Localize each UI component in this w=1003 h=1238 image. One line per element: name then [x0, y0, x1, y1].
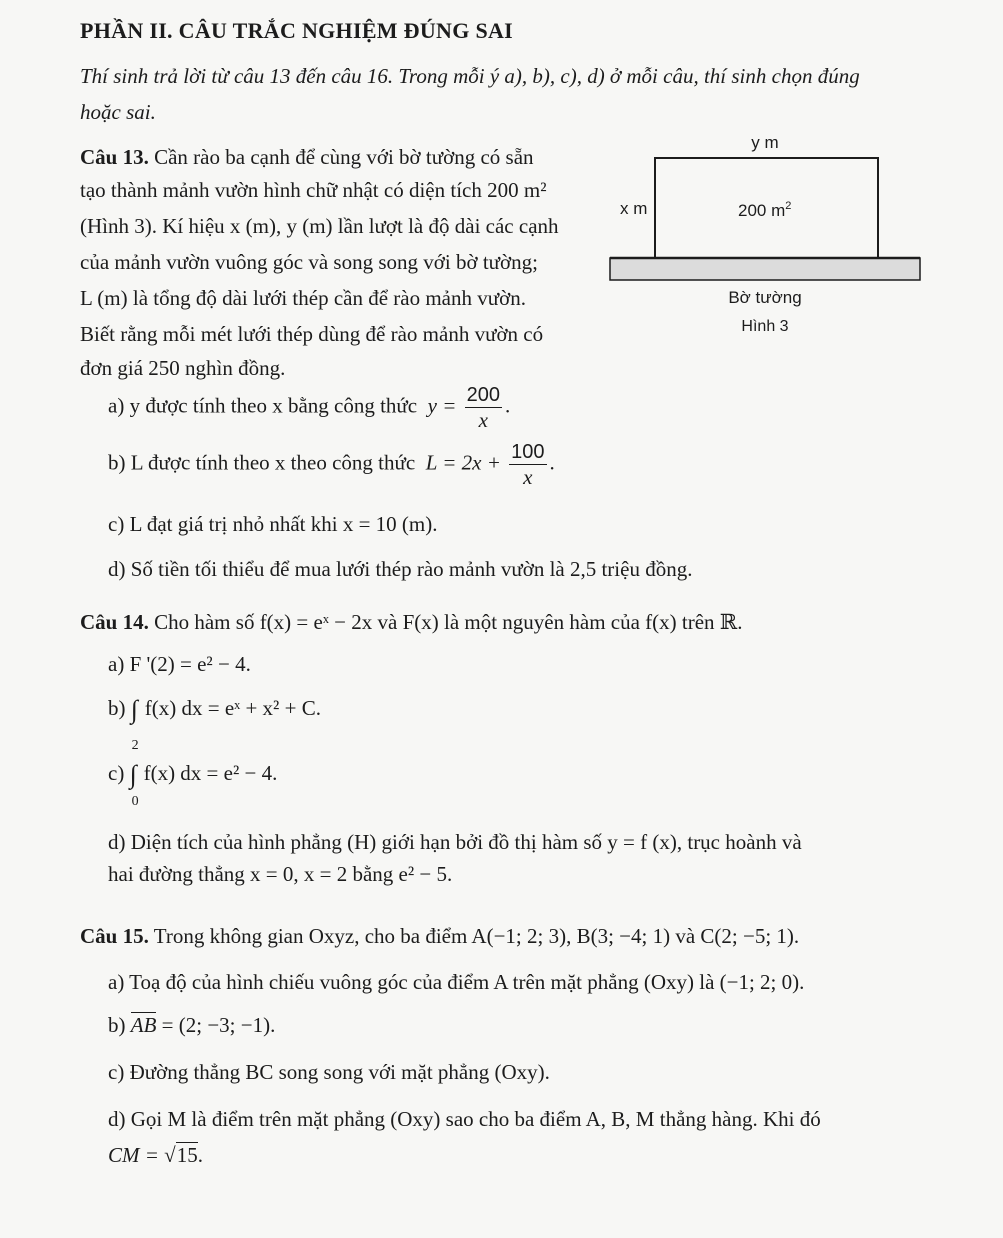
q13-stem-1: Cần rào ba cạnh để cùng với bờ tường có sẵn	[148, 145, 534, 169]
q13-a-lhs: y =	[427, 393, 457, 418]
q15-stem	[80, 924, 799, 949]
q13-line-1	[80, 145, 534, 170]
q13-option-b: b) L được tính theo x theo công thức L = 2x + $\frac{100}{x}$ .	[108, 441, 555, 489]
q15-b-prefix: b)	[108, 1013, 126, 1037]
figure-caption: Hình 3	[741, 318, 789, 335]
q15-d-sqrt-value: 15	[176, 1143, 198, 1167]
q14-c-upper: 2	[131, 738, 139, 753]
vector-ab: AB	[130, 1013, 157, 1037]
q13-b-lhs: L = 2x +	[425, 450, 501, 475]
q15-option-b	[108, 1013, 275, 1038]
q14-option-c	[108, 738, 278, 809]
q14-stem-text: Cho hàm số f(x) = eˣ − 2x và F(x) là một nguyên hàm của f(x) trên ℝ.	[148, 610, 743, 634]
q13-line-6: Biết rằng mỗi mét lưới thép dùng để rào mảnh vườn có	[80, 322, 544, 346]
q13-option-c: c) L đạt giá trị nhỏ nhất khi x = 10 (m).	[108, 512, 438, 536]
figure-y-label: y m	[751, 133, 779, 152]
q14-label: Câu 14.	[80, 610, 149, 634]
figure-x-label: x m	[620, 199, 648, 218]
q14-b-expr: f(x) dx = eˣ + x² + C.	[144, 695, 321, 720]
q13-b-text: b) L được tính theo x theo công thức	[108, 450, 416, 475]
intro-line-2: hoặc sai.	[80, 100, 156, 124]
q14-c-expr: f(x) dx = e² − 4.	[143, 760, 278, 785]
section-heading: PHẦN II. CÂU TRẮC NGHIỆM ĐÚNG SAI	[80, 18, 514, 43]
q15-label: Câu 15.	[80, 924, 149, 948]
q13-label: Câu 13.	[80, 145, 149, 169]
q15-option-a: a) Toạ độ của hình chiếu vuông góc của điểm A trên mặt phẳng (Oxy) là (−1; 2; 0).	[108, 970, 805, 994]
sqrt-sign-icon: √	[164, 1143, 176, 1167]
wall-label: Bờ tường	[728, 288, 802, 307]
q13-a-den: x	[478, 408, 488, 432]
q13-line-4: của mảnh vườn vuông góc và song song với bờ tường;	[80, 250, 538, 274]
garden-figure	[600, 130, 930, 350]
q13-line-7: đơn giá 250 nghìn đồng.	[80, 356, 286, 380]
q15-option-d-line-2	[108, 1143, 203, 1168]
q14-c-prefix: c)	[108, 760, 125, 785]
q15-d-end: .	[197, 1143, 203, 1167]
q14-option-b	[108, 695, 321, 725]
q15-b-rest: = (2; −3; −1).	[156, 1013, 276, 1037]
q13-b-num: 100	[511, 441, 545, 463]
q13-a-num: 200	[466, 384, 500, 406]
q15-d-cm: CM =	[108, 1143, 165, 1167]
q14-stem	[80, 610, 743, 635]
q14-option-d-line-1: d) Diện tích của hình phẳng (H) giới hạn bởi đồ thị hàm số y = f (x), trục hoành và	[108, 830, 802, 854]
q14-option-d-line-2: hai đường thẳng x = 0, x = 2 bằng e² − 5.	[108, 862, 453, 886]
q14-c-lower: 0	[131, 794, 139, 809]
q15-option-d-line-1: d) Gọi M là điểm trên mặt phẳng (Oxy) sao cho ba điểm A, B, M thẳng hàng. Khi đó	[108, 1107, 821, 1131]
definite-integral-icon: ∫ 2 0	[129, 738, 139, 809]
q13-line-3: (Hình 3). Kí hiệu x (m), y (m) lần lượt là độ dài các cạnh	[80, 214, 559, 238]
q13-option-a: a) y được tính theo x bằng công thức y = $\frac{200}{x}$ .	[108, 384, 511, 432]
q14-b-prefix: b)	[108, 695, 126, 720]
q13-b-fraction	[509, 440, 546, 489]
q13-line-2: tạo thành mảnh vườn hình chữ nhật có diện tích 200 m²	[80, 178, 547, 202]
intro-line-1: Thí sinh trả lời từ câu 13 đến câu 16. Trong mỗi ý a), b), c), d) ở mỗi câu, thí sinh chọn đúng	[80, 64, 860, 88]
wall-band	[610, 258, 920, 280]
q13-option-d: d) Số tiền tối thiểu để mua lưới thép rào mảnh vườn là 2,5 triệu đồng.	[108, 557, 693, 581]
q13-b-den: x	[523, 465, 533, 489]
q15-stem-text: Trong không gian Oxyz, cho ba điểm A(−1; 2; 3), B(3; −4; 1) và C(2; −5; 1).	[148, 924, 800, 948]
q13-a-fraction	[465, 383, 502, 432]
q15-option-c: c) Đường thẳng BC song song với mặt phẳng (Oxy).	[108, 1060, 550, 1084]
q13-line-5: L (m) là tổng độ dài lưới thép cần để rào mảnh vườn.	[80, 286, 526, 310]
q14-option-a: a) F '(2) = e² − 4.	[108, 652, 251, 676]
integral-sign-icon: ∫	[130, 695, 138, 724]
q13-a-text: a) y được tính theo x bằng công thức	[108, 393, 418, 418]
figure-area-label: 200 $m^2$	[738, 200, 792, 220]
